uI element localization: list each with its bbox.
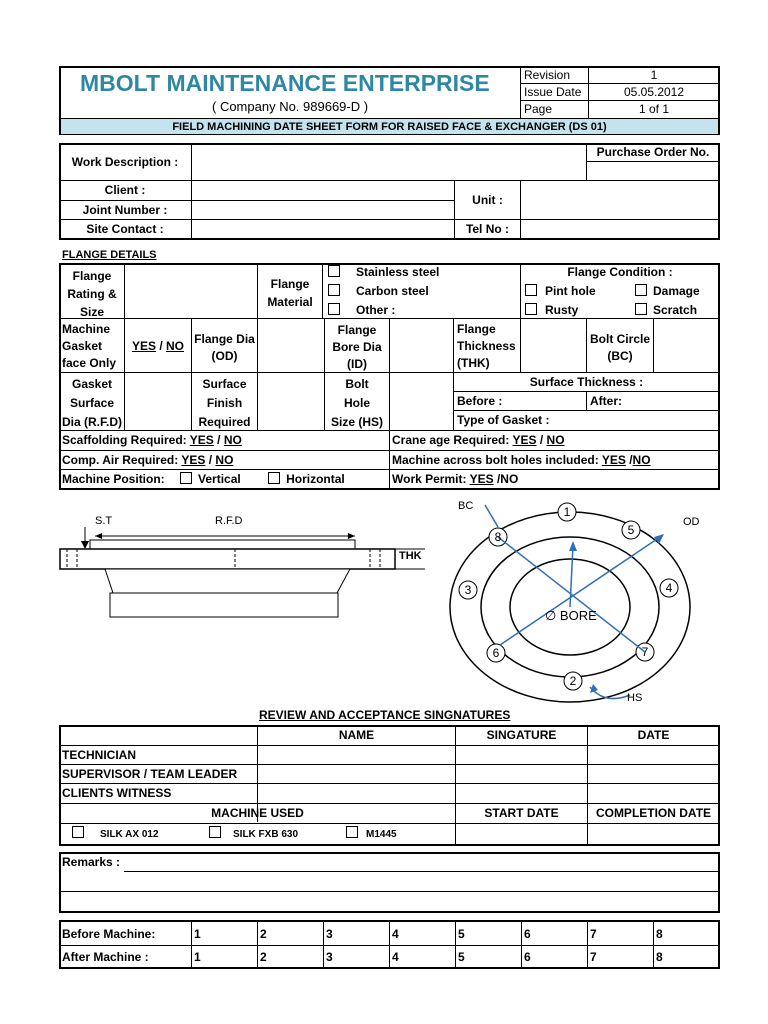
before-machine-label: Before Machine:	[62, 927, 156, 941]
flange-bore-field[interactable]	[390, 319, 452, 371]
client-field[interactable]	[192, 181, 453, 199]
bolt-hole-5-label: 5	[627, 523, 635, 537]
review-row-supervisor: SUPERVISOR / TEAM LEADER	[62, 767, 238, 781]
bolt-hole-3-label: 3	[464, 583, 472, 597]
carbon-checkbox[interactable]	[328, 284, 340, 296]
scratch-checkbox[interactable]	[635, 303, 647, 315]
revision-label: Revision	[524, 68, 571, 82]
before-reading-4[interactable]: 4	[392, 927, 399, 941]
bore-label: ∅ BORE	[545, 608, 597, 623]
thk-label: THK	[399, 550, 422, 562]
st-label: S.T	[95, 515, 113, 527]
bolt-hole-size-label: Bolt Hole Size (HS)	[330, 377, 383, 429]
flange-details-title: FLANGE DETAILS	[62, 249, 157, 261]
scaffolding-required[interactable]: Scaffolding Required: YES / NO	[62, 433, 242, 447]
completion-date-field[interactable]	[588, 824, 718, 844]
rusty-checkbox[interactable]	[525, 303, 537, 315]
flange-bore-label: Flange Bore Dia (ID)	[332, 323, 382, 371]
site-contact-label: Site Contact :	[86, 222, 164, 236]
surface-finish-field[interactable]	[258, 373, 323, 429]
remarks-label: Remarks :	[62, 855, 121, 869]
condition-pinhole[interactable]: Pint hole	[525, 284, 596, 298]
review-col-name: NAME	[338, 728, 375, 742]
completion-date-label: COMPLETION DATE	[595, 806, 712, 820]
m1445-checkbox[interactable]	[346, 826, 358, 838]
after-reading-6[interactable]: 6	[524, 950, 531, 964]
site-contact-field[interactable]	[192, 220, 453, 238]
after-reading-7[interactable]: 7	[590, 950, 597, 964]
work-permit[interactable]: Work Permit: YES /NO	[392, 472, 519, 486]
after-reading-4[interactable]: 4	[392, 950, 399, 964]
joint-number-label: Joint Number :	[82, 203, 168, 217]
client-label: Client :	[104, 183, 146, 197]
flange-od-label: Flange Dia (OD)	[194, 332, 255, 363]
machine-used-label: MACHINE USED	[211, 806, 304, 820]
pinhole-checkbox[interactable]	[525, 284, 537, 296]
other-checkbox[interactable]	[328, 303, 340, 315]
machine-option-m1445[interactable]: M1445	[346, 826, 397, 842]
after-machine-label: After Machine :	[62, 950, 149, 964]
flange-condition-title: Flange Condition :	[567, 265, 673, 279]
work-description-label: Work Description :	[71, 155, 179, 169]
start-date-label: START DATE	[484, 806, 559, 820]
remarks-field[interactable]	[125, 854, 718, 911]
flange-rating-field[interactable]	[125, 265, 256, 317]
comp-air-required[interactable]: Comp. Air Required: YES / NO	[62, 453, 234, 467]
across-bolt-holes[interactable]: Machine across bolt holes included: YES /NO	[392, 453, 651, 467]
review-row-technician: TECHNICIAN	[62, 748, 136, 762]
joint-number-field[interactable]	[192, 201, 453, 218]
form-title: FIELD MACHINING DATE SHEET FORM FOR RAISED FACE & EXCHANGER (DS 01)	[172, 121, 607, 133]
bolt-hole-4-label: 4	[665, 581, 673, 595]
technician-name-field[interactable]	[258, 746, 454, 763]
start-date-field[interactable]	[456, 824, 586, 844]
review-col-date: DATE	[637, 728, 670, 742]
bolt-hole-7-label: 7	[641, 645, 649, 659]
issue-date-value: 05.05.2012	[623, 85, 685, 99]
page-value: 1 of 1	[638, 102, 670, 116]
issue-date-label: Issue Date	[524, 85, 582, 99]
tel-no-field[interactable]	[521, 220, 718, 238]
silk-ax-checkbox[interactable]	[72, 826, 84, 838]
before-label[interactable]: Before :	[457, 394, 503, 408]
company-number: ( Company No. 989669-D )	[212, 99, 369, 114]
after-label[interactable]: After:	[590, 394, 622, 408]
condition-rusty[interactable]: Rusty	[525, 303, 578, 317]
tel-no-label: Tel No :	[465, 222, 510, 236]
od-label: OD	[683, 516, 700, 528]
gasket-surface-dia-label: Gasket Surface Dia (R.F.D)	[62, 377, 122, 429]
flange-rating-label: Flange Rating & Size	[67, 269, 117, 319]
before-reading-1[interactable]: 1	[194, 927, 201, 941]
after-reading-5[interactable]: 5	[458, 950, 465, 964]
gasket-surface-dia-field[interactable]	[125, 373, 190, 429]
before-reading-2[interactable]: 2	[260, 927, 267, 941]
bolt-hole-8-label: 8	[494, 530, 502, 544]
after-reading-8[interactable]: 8	[656, 950, 663, 964]
purchase-order-field[interactable]	[587, 162, 718, 179]
unit-field[interactable]	[521, 181, 718, 218]
flange-thickness-label: Flange Thickness (THK)	[457, 322, 516, 370]
bolt-circle-diagram	[440, 495, 720, 715]
flange-material-label: Flange Material	[267, 277, 313, 309]
rfd-label: R.F.D	[215, 515, 243, 527]
bc-label: BC	[458, 500, 474, 512]
bolt-hole-6-label: 6	[492, 646, 500, 660]
surface-thickness-label: Surface Thickness :	[529, 375, 644, 389]
surface-finish-label: Surface Finish Required	[198, 377, 251, 429]
before-reading-7[interactable]: 7	[590, 927, 597, 941]
review-row-witness: CLIENTS WITNESS	[62, 786, 172, 800]
horizontal-checkbox[interactable]	[268, 472, 280, 484]
material-stainless-option[interactable]: Stainless steel	[328, 265, 439, 279]
after-reading-2[interactable]: 2	[260, 950, 267, 964]
material-carbon-option[interactable]: Carbon steel	[328, 284, 429, 298]
bolt-hole-2-label: 2	[569, 674, 577, 688]
gasket-face-yes-no[interactable]: YES / NO	[131, 339, 185, 353]
before-reading-6[interactable]: 6	[524, 927, 531, 941]
flange-od-field[interactable]	[258, 319, 323, 371]
revision-value: 1	[650, 68, 658, 82]
before-reading-3[interactable]: 3	[326, 927, 333, 941]
before-reading-8[interactable]: 8	[656, 927, 663, 941]
crane-required[interactable]: Crane age Required: YES / NO	[392, 433, 565, 447]
condition-scratch[interactable]: Scratch	[635, 303, 697, 317]
work-description-field[interactable]	[192, 145, 585, 179]
material-other-option[interactable]: Other :	[328, 303, 395, 317]
supervisor-name-field[interactable]	[258, 765, 454, 782]
company-name: MBOLT MAINTENANCE ENTERPRISE	[80, 70, 490, 96]
purchase-order-label: Purchase Order No.	[596, 145, 710, 159]
machine-option-silk-fxb[interactable]: SILK FXB 630	[209, 826, 298, 842]
hs-label: HS	[627, 692, 643, 704]
bolt-circle-field[interactable]	[654, 319, 718, 371]
review-col-signature: SINGATURE	[486, 728, 557, 742]
after-reading-1[interactable]: 1	[194, 950, 201, 964]
unit-label: Unit :	[472, 193, 503, 207]
vertical-checkbox[interactable]	[180, 472, 192, 484]
flange-thickness-field[interactable]	[521, 319, 585, 371]
page-label: Page	[524, 102, 553, 116]
witness-name-field[interactable]	[258, 784, 454, 802]
machine-option-silk-ax[interactable]: SILK AX 012	[72, 826, 159, 842]
stainless-checkbox[interactable]	[328, 265, 340, 277]
silk-fxb-checkbox[interactable]	[209, 826, 221, 838]
after-reading-3[interactable]: 3	[326, 950, 333, 964]
bolt-hole-size-field[interactable]	[390, 373, 452, 429]
machine-gasket-face-label: Machine Gasket face Only	[62, 322, 117, 370]
before-reading-5[interactable]: 5	[458, 927, 465, 941]
condition-damage[interactable]: Damage	[635, 284, 700, 298]
bolt-hole-1-label: 1	[563, 505, 571, 519]
type-of-gasket-label[interactable]: Type of Gasket :	[457, 413, 550, 427]
damage-checkbox[interactable]	[635, 284, 647, 296]
review-title: REVIEW AND ACCEPTANCE SINGNATURES	[259, 708, 511, 722]
bolt-circle-label: Bolt Circle (BC)	[589, 332, 650, 363]
machine-position: Machine Position: Vertical Horizontal	[62, 472, 345, 486]
